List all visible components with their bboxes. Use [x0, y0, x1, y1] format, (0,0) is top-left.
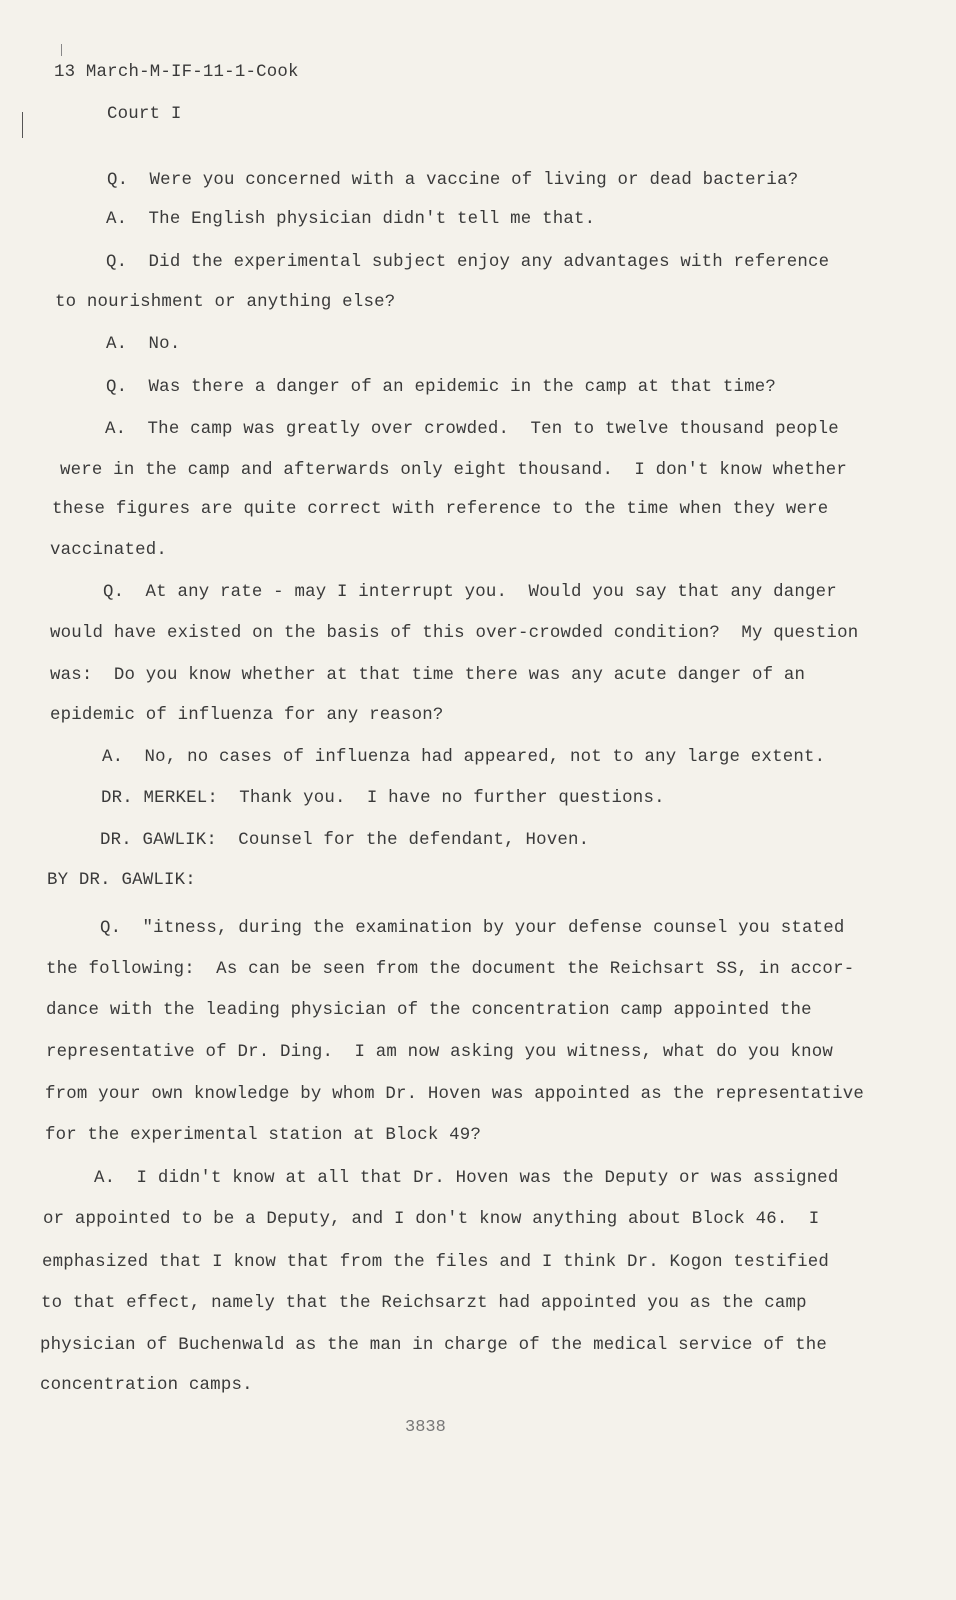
- transcript-line: vaccinated.: [50, 541, 167, 560]
- transcript-line: concentration camps.: [40, 1376, 253, 1395]
- transcript-line: Q. At any rate - may I interrupt you. Would you say that any danger: [103, 583, 837, 602]
- transcript-line: for the experimental station at Block 49?: [45, 1126, 482, 1145]
- transcript-line: was: Do you know whether at that time there was any acute danger of an: [50, 666, 806, 685]
- transcript-line: to that effect, namely that the Reichsarzt had appointed you as the camp: [41, 1294, 807, 1313]
- transcript-line: A. No, no cases of influenza had appeared, not to any large extent.: [102, 748, 826, 767]
- transcript-line: Q. Was there a danger of an epidemic in the camp at that time?: [106, 378, 777, 397]
- transcript-line: Q. Were you concerned with a vaccine of living or dead bacteria?: [107, 171, 799, 190]
- transcript-line: Q. Did the experimental subject enjoy any advantages with reference: [106, 253, 830, 272]
- transcript-line: DR. MERKEL: Thank you. I have no further questions.: [101, 789, 665, 808]
- margin-mark: [61, 44, 62, 56]
- transcript-line: BY DR. GAWLIK:: [47, 871, 196, 890]
- transcript-line: would have existed on the basis of this over-crowded condition? My question: [50, 624, 859, 643]
- transcript-line: emphasized that I know that from the files and I think Dr. Kogon testified: [42, 1253, 830, 1272]
- transcript-line: these figures are quite correct with reference to the time when they were: [52, 500, 829, 519]
- transcript-line: A. I didn't know at all that Dr. Hoven was the Deputy or was assigned: [94, 1169, 839, 1188]
- transcript-line: from your own knowledge by whom Dr. Hoven was appointed as the representative: [45, 1085, 864, 1104]
- transcript-line: A. No.: [106, 335, 181, 354]
- transcript-line: A. The camp was greatly over crowded. Ten to twelve thousand people: [105, 420, 839, 439]
- transcript-line: DR. GAWLIK: Counsel for the defendant, Hoven.: [100, 831, 590, 850]
- transcript-line: physician of Buchenwald as the man in charge of the medical service of the: [40, 1336, 828, 1355]
- transcript-line: epidemic of influenza for any reason?: [50, 706, 444, 725]
- margin-mark: [22, 112, 23, 138]
- page-number: 3838: [405, 1418, 446, 1437]
- transcript-line: Q. "itness, during the examination by your defense counsel you stated: [100, 919, 845, 938]
- transcript-line: were in the camp and afterwards only eight thousand. I don't know whether: [60, 461, 848, 480]
- transcript-line: or appointed to be a Deputy, and I don't know anything about Block 46. I: [43, 1210, 820, 1229]
- header-reference: 13 March-M-IF-11-1-Cook: [54, 63, 299, 82]
- transcript-line: the following: As can be seen from the document the Reichsart SS, in accor-: [46, 960, 855, 979]
- transcript-line: to nourishment or anything else?: [55, 293, 396, 312]
- header-court: Court I: [107, 105, 182, 124]
- transcript-line: dance with the leading physician of the concentration camp appointed the: [46, 1001, 812, 1020]
- transcript-line: representative of Dr. Ding. I am now asking you witness, what do you know: [46, 1043, 834, 1062]
- transcript-line: A. The English physician didn't tell me that.: [106, 210, 596, 229]
